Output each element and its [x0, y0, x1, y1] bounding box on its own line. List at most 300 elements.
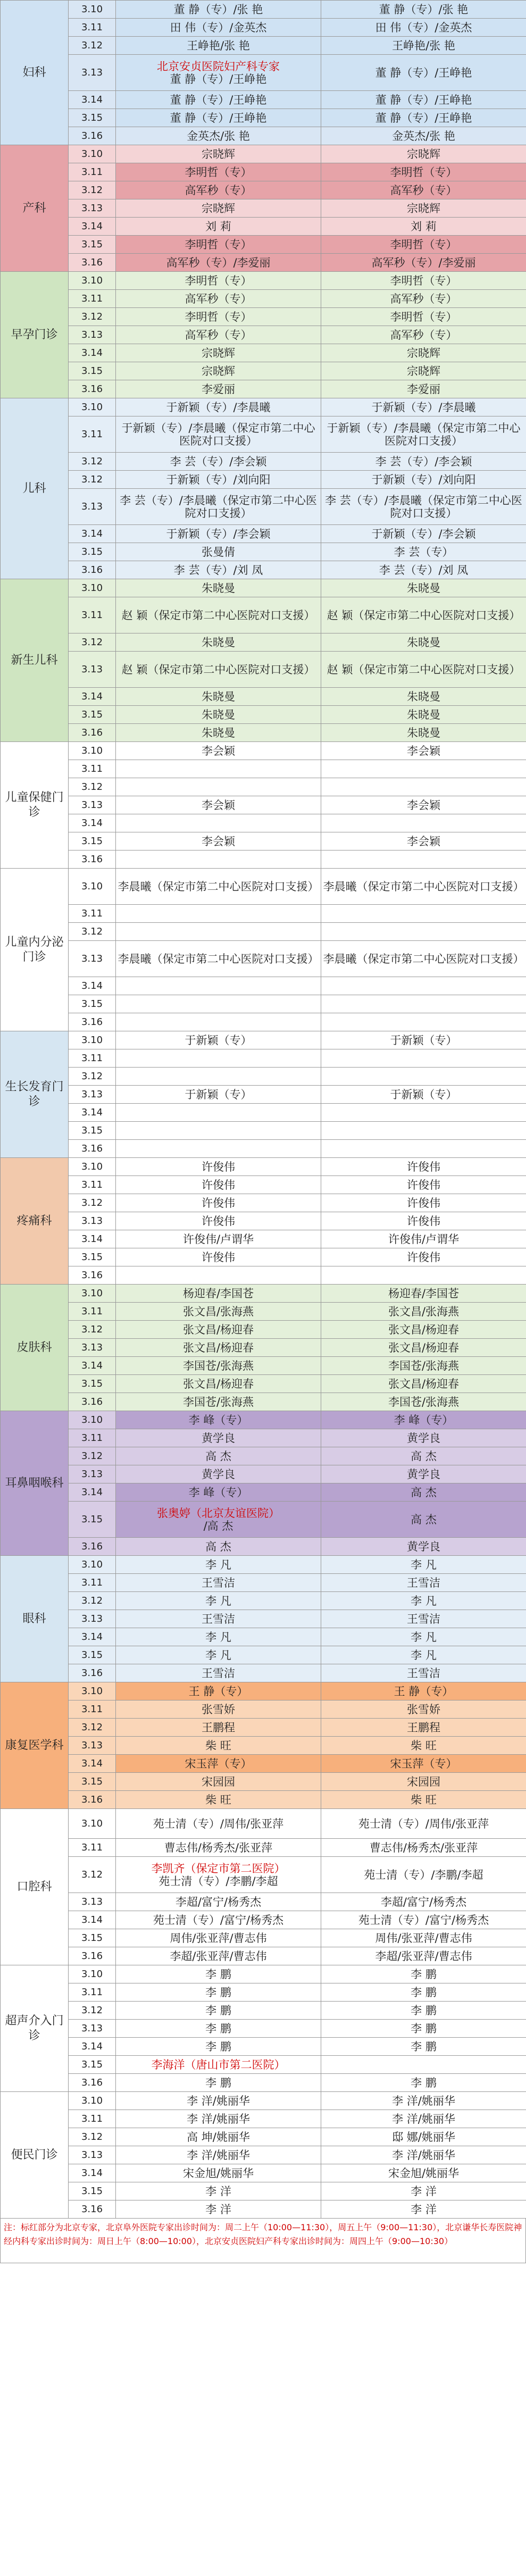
date-cell: 3.13 — [69, 199, 116, 218]
afternoon-doctor-cell: 宋玉萍（专） — [321, 1755, 526, 1773]
date-cell: 3.11 — [69, 19, 116, 37]
department-name: 皮肤科 — [1, 1285, 69, 1411]
date-cell: 3.11 — [69, 416, 116, 453]
department-name: 妇科 — [1, 1, 69, 145]
date-cell: 3.12 — [69, 1857, 116, 1893]
date-cell: 3.10 — [69, 1809, 116, 1839]
morning-doctor-cell: 张文昌/杨迎春 — [116, 1339, 321, 1357]
date-cell: 3.15 — [69, 109, 116, 127]
date-cell: 3.14 — [69, 814, 116, 832]
afternoon-doctor-cell: 李 鹏 — [321, 1983, 526, 2002]
schedule-row — [1, 218, 526, 236]
afternoon-doctor-cell: 朱晓曼 — [321, 706, 526, 724]
morning-doctor-cell: 李爱丽 — [116, 380, 321, 398]
date-cell: 3.13 — [69, 796, 116, 814]
morning-doctor-cell: 高军秒（专） — [116, 326, 321, 344]
date-cell: 3.13 — [69, 2020, 116, 2038]
schedule-row — [1, 1068, 526, 1086]
morning-doctor-cell: 于新颖（专） — [116, 1031, 321, 1049]
afternoon-doctor-cell: 王雪洁 — [321, 1610, 526, 1628]
date-cell: 3.13 — [69, 1086, 116, 1104]
afternoon-doctor-cell: 李 凡 — [321, 1646, 526, 1664]
morning-doctor-cell: 王雪洁 — [116, 1574, 321, 1592]
afternoon-doctor-cell: 高军秒（专） — [321, 326, 526, 344]
morning-doctor-cell — [116, 814, 321, 832]
schedule-row — [1, 1947, 526, 1965]
date-cell: 3.15 — [69, 1646, 116, 1664]
date-cell: 3.13 — [69, 55, 116, 91]
morning-doctor-cell: 高 坤/姚丽华 — [116, 2128, 321, 2146]
afternoon-doctor-cell: 高 杰 — [321, 1483, 526, 1502]
afternoon-doctor-cell: 许俊伟 — [321, 1248, 526, 1266]
department-name: 新生儿科 — [1, 579, 69, 742]
morning-doctor-cell: 宗晓辉 — [116, 145, 321, 163]
date-cell: 3.16 — [69, 1140, 116, 1158]
schedule-row — [1, 398, 526, 416]
schedule-row — [1, 832, 526, 851]
schedule-row — [1, 742, 526, 760]
schedule-row — [1, 2110, 526, 2128]
afternoon-doctor-cell: 李明哲（专） — [321, 236, 526, 254]
afternoon-doctor-cell: 朱晓曼 — [321, 633, 526, 652]
schedule-row — [1, 1592, 526, 1610]
afternoon-doctor-cell: 高军秒（专）/李爱丽 — [321, 254, 526, 272]
afternoon-doctor-cell: 李国苍/张海燕 — [321, 1357, 526, 1375]
afternoon-doctor-cell: 赵 颖（保定市第二中心医院对口支援） — [321, 652, 526, 688]
afternoon-doctor-cell: 张文昌/杨迎春 — [321, 1339, 526, 1357]
morning-doctor-cell: 李 洋 — [116, 2182, 321, 2200]
morning-doctor-cell: 张曼倩 — [116, 543, 321, 561]
morning-doctor-cell: 李 峰（专） — [116, 1411, 321, 1429]
morning-doctor-cell: 李 洋/姚丽华 — [116, 2092, 321, 2110]
afternoon-doctor-cell: 李 峰（专） — [321, 1411, 526, 1429]
schedule-row — [1, 1839, 526, 1857]
morning-doctor-cell — [116, 1122, 321, 1140]
morning-doctor-cell — [116, 760, 321, 778]
cell-line: 北京安贞医院妇产科专家 — [157, 60, 280, 73]
date-cell: 3.16 — [69, 1947, 116, 1965]
date-cell: 3.16 — [69, 724, 116, 742]
cell-line: 张奥婷（北京友谊医院） — [157, 1506, 280, 1520]
date-cell: 3.15 — [69, 2056, 116, 2074]
department-name: 产科 — [1, 145, 69, 272]
date-cell: 3.13 — [69, 326, 116, 344]
morning-doctor-cell: 李 凡 — [116, 1556, 321, 1574]
morning-doctor-cell: 高军秒（专） — [116, 181, 321, 199]
morning-doctor-cell — [116, 1104, 321, 1122]
department-name: 超声介入门诊 — [1, 1965, 69, 2092]
date-cell: 3.16 — [69, 254, 116, 272]
afternoon-doctor-cell: 张文昌/张海燕 — [321, 1303, 526, 1321]
morning-doctor-cell: 赵 颖（保定市第二中心医院对口支援） — [116, 597, 321, 633]
morning-doctor-cell — [116, 1857, 321, 1893]
morning-doctor-cell: 李 芸（专）/李会颖 — [116, 453, 321, 471]
date-cell: 3.13 — [69, 941, 116, 977]
morning-doctor-cell: 金英杰/张 艳 — [116, 127, 321, 145]
schedule-row — [1, 236, 526, 254]
schedule-row — [1, 145, 526, 163]
afternoon-doctor-cell: 李晨曦（保定市第二中心医院对口支援） — [321, 941, 526, 977]
schedule-row — [1, 1447, 526, 1465]
morning-doctor-cell — [116, 1049, 321, 1068]
afternoon-doctor-cell — [321, 1140, 526, 1158]
morning-doctor-cell: 董 静（专）/王峥艳 — [116, 91, 321, 109]
morning-doctor-cell: 李明哲（专） — [116, 163, 321, 181]
schedule-row — [1, 652, 526, 688]
morning-doctor-cell: 王 静（专） — [116, 1682, 321, 1700]
date-cell: 3.14 — [69, 688, 116, 706]
date-cell: 3.16 — [69, 127, 116, 145]
morning-doctor-cell: 周伟/张亚萍/曹志伟 — [116, 1929, 321, 1947]
schedule-row — [1, 2074, 526, 2092]
schedule-row — [1, 796, 526, 814]
schedule-row — [1, 1194, 526, 1212]
department-name: 疼痛科 — [1, 1158, 69, 1285]
schedule-row — [1, 995, 526, 1013]
afternoon-doctor-cell — [321, 905, 526, 923]
afternoon-doctor-cell — [321, 977, 526, 995]
morning-doctor-cell: 张文昌/杨迎春 — [116, 1375, 321, 1393]
date-cell: 3.14 — [69, 1911, 116, 1929]
afternoon-doctor-cell: 黄学良 — [321, 1538, 526, 1556]
morning-doctor-cell: 李明哲（专） — [116, 272, 321, 290]
morning-doctor-cell — [116, 977, 321, 995]
schedule-row — [1, 1357, 526, 1375]
date-cell: 3.14 — [69, 2164, 116, 2182]
schedule-row — [1, 2056, 526, 2074]
morning-doctor-cell: 宗晓辉 — [116, 199, 321, 218]
date-cell: 3.13 — [69, 1339, 116, 1357]
morning-doctor-cell: 李 鹏 — [116, 2074, 321, 2092]
date-cell: 3.10 — [69, 272, 116, 290]
afternoon-doctor-cell: 董 静（专）/王峥艳 — [321, 91, 526, 109]
date-cell: 3.15 — [69, 1502, 116, 1538]
morning-doctor-cell: 宗晓辉 — [116, 344, 321, 362]
afternoon-doctor-cell: 朱晓曼 — [321, 724, 526, 742]
afternoon-doctor-cell: 李 洋/姚丽华 — [321, 2146, 526, 2164]
afternoon-doctor-cell — [321, 1104, 526, 1122]
date-cell: 3.15 — [69, 543, 116, 561]
schedule-row — [1, 1911, 526, 1929]
morning-doctor-cell: 宋园园 — [116, 1773, 321, 1791]
schedule-row — [1, 1628, 526, 1646]
schedule-row — [1, 1719, 526, 1737]
afternoon-doctor-cell: 李 鹏 — [321, 1965, 526, 1983]
date-cell: 3.13 — [69, 489, 116, 525]
schedule-row — [1, 688, 526, 706]
footnote: 注：标红部分为北京专家，北京阜外医院专家出诊时间为：周二上午（10:00—11:30），周五上午（9:00—11:30），北京谦华长寿医院神经内科专家出诊时间为：周日上午（8:00—10:00），北京安贞医院妇产科专家出诊时间为：周四上午（9:00—10:30） — [0, 2219, 526, 2263]
afternoon-doctor-cell: 王峥艳/张 艳 — [321, 37, 526, 55]
morning-doctor-cell: 李 凡 — [116, 1592, 321, 1610]
date-cell: 3.13 — [69, 2146, 116, 2164]
date-cell: 3.16 — [69, 1013, 116, 1031]
date-cell: 3.11 — [69, 1700, 116, 1719]
schedule-row — [1, 380, 526, 398]
department-name: 儿童内分泌门诊 — [1, 869, 69, 1031]
morning-doctor-cell: 李 鹏 — [116, 1965, 321, 1983]
afternoon-doctor-cell — [321, 778, 526, 796]
afternoon-doctor-cell: 李 芸（专）/李会颖 — [321, 453, 526, 471]
schedule-row — [1, 1321, 526, 1339]
schedule-body — [1, 1, 526, 2219]
schedule-row — [1, 923, 526, 941]
schedule-row — [1, 1574, 526, 1592]
afternoon-doctor-cell: 田 伟（专）/金英杰 — [321, 19, 526, 37]
schedule-row — [1, 2182, 526, 2200]
schedule-row — [1, 1140, 526, 1158]
afternoon-doctor-cell: 李国苍/张海燕 — [321, 1393, 526, 1411]
afternoon-doctor-cell — [321, 1266, 526, 1285]
schedule-row — [1, 1303, 526, 1321]
date-cell: 3.10 — [69, 1158, 116, 1176]
schedule-row — [1, 19, 526, 37]
schedule-row — [1, 1158, 526, 1176]
morning-doctor-cell: 李 洋/姚丽华 — [116, 2146, 321, 2164]
date-cell: 3.13 — [69, 652, 116, 688]
date-cell: 3.16 — [69, 2074, 116, 2092]
afternoon-doctor-cell: 黄学良 — [321, 1465, 526, 1483]
schedule-row — [1, 254, 526, 272]
morning-doctor-cell: 高军秒（专） — [116, 290, 321, 308]
afternoon-doctor-cell: 金英杰/张 艳 — [321, 127, 526, 145]
schedule-row — [1, 2128, 526, 2146]
date-cell: 3.10 — [69, 1965, 116, 1983]
date-cell: 3.12 — [69, 1719, 116, 1737]
afternoon-doctor-cell — [321, 1068, 526, 1086]
schedule-row — [1, 1929, 526, 1947]
schedule-row — [1, 1857, 526, 1893]
afternoon-doctor-cell: 李明哲（专） — [321, 163, 526, 181]
morning-doctor-cell: 于新颖（专）/刘向阳 — [116, 471, 321, 489]
schedule-row — [1, 525, 526, 543]
afternoon-doctor-cell — [321, 814, 526, 832]
afternoon-doctor-cell: 李会颖 — [321, 796, 526, 814]
schedule-row — [1, 1248, 526, 1266]
morning-doctor-cell: 李超/张亚萍/曹志伟 — [116, 1947, 321, 1965]
department-name: 康复医学科 — [1, 1682, 69, 1809]
afternoon-doctor-cell: 李明哲（专） — [321, 272, 526, 290]
schedule-row — [1, 181, 526, 199]
schedule-row — [1, 1176, 526, 1194]
schedule-row — [1, 1700, 526, 1719]
afternoon-doctor-cell: 李 鹏 — [321, 2074, 526, 2092]
schedule-row — [1, 1502, 526, 1538]
schedule-row — [1, 1773, 526, 1791]
date-cell: 3.15 — [69, 2182, 116, 2200]
date-cell: 3.10 — [69, 1556, 116, 1574]
date-cell: 3.13 — [69, 1465, 116, 1483]
morning-doctor-cell: 高军秒（专）/李爱丽 — [116, 254, 321, 272]
department-name: 儿科 — [1, 398, 69, 579]
morning-doctor-cell: 黄学良 — [116, 1465, 321, 1483]
afternoon-doctor-cell: 李 洋 — [321, 2182, 526, 2200]
morning-doctor-cell: 李明哲（专） — [116, 236, 321, 254]
schedule-row — [1, 2200, 526, 2219]
schedule-row — [1, 851, 526, 869]
date-cell: 3.13 — [69, 1737, 116, 1755]
schedule-row — [1, 724, 526, 742]
morning-doctor-cell — [116, 1013, 321, 1031]
date-cell: 3.11 — [69, 1429, 116, 1447]
morning-doctor-cell: 许俊伟/卢谓华 — [116, 1230, 321, 1248]
schedule-row — [1, 1556, 526, 1574]
morning-doctor-cell: 曹志伟/杨秀杰/张亚萍 — [116, 1839, 321, 1857]
schedule-row — [1, 489, 526, 525]
morning-doctor-cell: 李 鹏 — [116, 2020, 321, 2038]
afternoon-doctor-cell: 苑士清（专）/李鹏/李超 — [321, 1857, 526, 1893]
schedule-row — [1, 1465, 526, 1483]
date-cell: 3.14 — [69, 344, 116, 362]
date-cell: 3.15 — [69, 236, 116, 254]
afternoon-doctor-cell: 邸 娜/姚丽华 — [321, 2128, 526, 2146]
morning-doctor-cell: 苑士清（专）/周伟/张亚萍 — [116, 1809, 321, 1839]
morning-doctor-cell: 李 洋 — [116, 2200, 321, 2219]
afternoon-doctor-cell: 李 鹏 — [321, 2020, 526, 2038]
morning-doctor-cell: 李 鹏 — [116, 1983, 321, 2002]
afternoon-doctor-cell: 李晨曦（保定市第二中心医院对口支援） — [321, 869, 526, 905]
date-cell: 3.16 — [69, 380, 116, 398]
date-cell: 3.11 — [69, 163, 116, 181]
date-cell: 3.13 — [69, 1610, 116, 1628]
date-cell: 3.10 — [69, 398, 116, 416]
date-cell: 3.16 — [69, 1538, 116, 1556]
date-cell: 3.12 — [69, 453, 116, 471]
schedule-row — [1, 2164, 526, 2182]
date-cell: 3.16 — [69, 1664, 116, 1682]
schedule-row — [1, 199, 526, 218]
afternoon-doctor-cell: 柴 旺 — [321, 1737, 526, 1755]
date-cell: 3.10 — [69, 1411, 116, 1429]
afternoon-doctor-cell: 宗晓辉 — [321, 362, 526, 380]
morning-doctor-cell: 许俊伟 — [116, 1248, 321, 1266]
afternoon-doctor-cell — [321, 1049, 526, 1068]
afternoon-doctor-cell: 李 洋/姚丽华 — [321, 2092, 526, 2110]
schedule-row — [1, 1610, 526, 1628]
afternoon-doctor-cell: 于新颖（专） — [321, 1086, 526, 1104]
schedule-row — [1, 37, 526, 55]
afternoon-doctor-cell — [321, 923, 526, 941]
morning-doctor-cell: 柴 旺 — [116, 1791, 321, 1809]
schedule-row — [1, 1809, 526, 1839]
afternoon-doctor-cell: 张文昌/杨迎春 — [321, 1375, 526, 1393]
date-cell: 3.12 — [69, 633, 116, 652]
date-cell: 3.15 — [69, 1248, 116, 1266]
date-cell: 3.11 — [69, 597, 116, 633]
afternoon-doctor-cell: 高 杰 — [321, 1502, 526, 1538]
afternoon-doctor-cell: 王 静（专） — [321, 1682, 526, 1700]
date-cell: 3.16 — [69, 2200, 116, 2219]
department-name: 口腔科 — [1, 1809, 69, 1965]
cell-line: /高 杰 — [203, 1519, 233, 1532]
schedule-row — [1, 1483, 526, 1502]
date-cell: 3.10 — [69, 579, 116, 597]
department-name: 早孕门诊 — [1, 272, 69, 398]
date-cell: 3.11 — [69, 1176, 116, 1194]
date-cell: 3.13 — [69, 1212, 116, 1230]
schedule-row — [1, 416, 526, 453]
morning-doctor-cell: 王峥艳/张 艳 — [116, 37, 321, 55]
afternoon-doctor-cell: 高军秒（专） — [321, 181, 526, 199]
afternoon-doctor-cell — [321, 1122, 526, 1140]
date-cell: 3.14 — [69, 1755, 116, 1773]
schedule-row — [1, 163, 526, 181]
morning-doctor-cell — [116, 1266, 321, 1285]
afternoon-doctor-cell: 张文昌/杨迎春 — [321, 1321, 526, 1339]
morning-doctor-cell: 李国苍/张海燕 — [116, 1393, 321, 1411]
afternoon-doctor-cell: 朱晓曼 — [321, 688, 526, 706]
afternoon-doctor-cell: 刘 莉 — [321, 218, 526, 236]
schedule-row — [1, 1013, 526, 1031]
date-cell: 3.15 — [69, 832, 116, 851]
afternoon-doctor-cell: 许俊伟 — [321, 1176, 526, 1194]
cell-line: 董 静（专）/王峥艳 — [170, 72, 267, 86]
afternoon-doctor-cell: 于新颖（专）/李晨曦（保定市第二中心医院对口支援） — [321, 416, 526, 453]
afternoon-doctor-cell: 李明哲（专） — [321, 308, 526, 326]
morning-doctor-cell: 许俊伟 — [116, 1194, 321, 1212]
morning-doctor-cell — [116, 905, 321, 923]
date-cell: 3.14 — [69, 1230, 116, 1248]
afternoon-doctor-cell: 于新颖（专） — [321, 1031, 526, 1049]
schedule-row — [1, 1285, 526, 1303]
afternoon-doctor-cell: 李超/张亚萍/曹志伟 — [321, 1947, 526, 1965]
afternoon-doctor-cell: 董 静（专）/王峥艳 — [321, 55, 526, 91]
schedule-row — [1, 290, 526, 308]
date-cell: 3.15 — [69, 706, 116, 724]
schedule-row — [1, 1965, 526, 1983]
date-cell: 3.10 — [69, 1, 116, 19]
date-cell: 3.10 — [69, 869, 116, 905]
morning-doctor-cell: 田 伟（专）/金英杰 — [116, 19, 321, 37]
afternoon-doctor-cell: 李会颖 — [321, 742, 526, 760]
afternoon-doctor-cell — [321, 995, 526, 1013]
schedule-row — [1, 1230, 526, 1248]
schedule-row — [1, 2146, 526, 2164]
department-name: 眼科 — [1, 1556, 69, 1682]
cell-line: 李凯齐（保定市第二医院） — [151, 1862, 286, 1875]
date-cell: 3.14 — [69, 525, 116, 543]
date-cell: 3.15 — [69, 995, 116, 1013]
morning-doctor-cell: 李 凡 — [116, 1628, 321, 1646]
date-cell: 3.12 — [69, 778, 116, 796]
date-cell: 3.12 — [69, 1321, 116, 1339]
afternoon-doctor-cell: 李 鹏 — [321, 2038, 526, 2056]
afternoon-doctor-cell: 李 洋/姚丽华 — [321, 2110, 526, 2128]
afternoon-doctor-cell: 李 芸（专）/刘 凤 — [321, 561, 526, 579]
afternoon-doctor-cell — [321, 1013, 526, 1031]
schedule-row — [1, 1755, 526, 1773]
morning-doctor-cell: 李超/富宁/杨秀杰 — [116, 1893, 321, 1911]
morning-doctor-cell: 张雪娇 — [116, 1700, 321, 1719]
schedule-row — [1, 1266, 526, 1285]
schedule-row — [1, 344, 526, 362]
morning-doctor-cell: 李 芸（专）/李晨曦（保定市第二中心医院对口支援） — [116, 489, 321, 525]
morning-doctor-cell: 李明哲（专） — [116, 308, 321, 326]
morning-doctor-cell: 许俊伟 — [116, 1212, 321, 1230]
schedule-row — [1, 1983, 526, 2002]
morning-doctor-cell: 李 凡 — [116, 1646, 321, 1664]
afternoon-doctor-cell: 曹志伟/杨秀杰/张亚萍 — [321, 1839, 526, 1857]
afternoon-doctor-cell: 李 洋 — [321, 2200, 526, 2219]
schedule-row — [1, 1086, 526, 1104]
date-cell: 3.14 — [69, 2038, 116, 2056]
date-cell: 3.12 — [69, 1447, 116, 1465]
date-cell: 3.10 — [69, 1285, 116, 1303]
afternoon-doctor-cell: 王雪洁 — [321, 1664, 526, 1682]
date-cell: 3.14 — [69, 1357, 116, 1375]
afternoon-doctor-cell: 于新颖（专）/李晨曦 — [321, 398, 526, 416]
date-cell: 3.10 — [69, 1682, 116, 1700]
morning-doctor-cell: 李 芸（专）/刘 凤 — [116, 561, 321, 579]
